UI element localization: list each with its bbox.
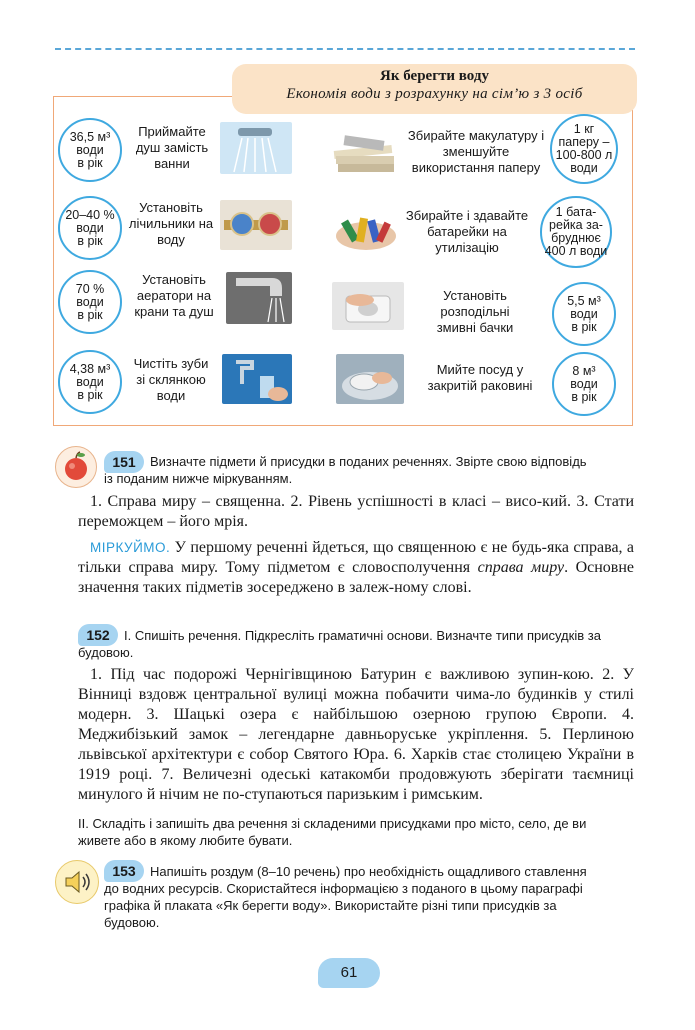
shower-photo	[220, 122, 292, 174]
reasoning-label: МІРКУЙМО.	[90, 540, 171, 555]
tip-text: Приймайте душ замість ванни	[135, 124, 209, 171]
saving-bubble: 5,5 м³ води в рік	[552, 282, 616, 346]
saving-bubble: 1 бата- рейка за- бруднює 400 л води	[540, 196, 612, 268]
reasoning-paragraph: МІРКУЙМО. У першому реченні йдеться, що священною є не будь-яка справа, а тільки справа миру. Тому підметом є словосполучення справа миру. Основне значення таких підметів зосереджено в залеж-ному слові.	[78, 539, 635, 596]
exercise-task-continued: графіка й плаката «Як берегти воду». Використайте різні типи присудків за	[104, 898, 557, 913]
page-number: 61	[318, 958, 380, 988]
top-dashed-rule	[55, 48, 635, 50]
exercise-task: I. Спишіть речення. Підкресліть граматичні основи. Визначте типи присудків за	[124, 628, 601, 643]
sink-photo	[336, 354, 404, 404]
saving-bubble: 70 % води в рік	[58, 270, 122, 334]
tip-text: Збирайте і здавайте батарейки на утилізацію	[405, 208, 529, 255]
tip-text: Установіть розподільні змивні бачки	[436, 288, 514, 335]
exercise-task-continued: будовою.	[78, 645, 134, 660]
exercise-task-continued: живете або в якому любите бувати.	[78, 833, 293, 848]
exercise-text: 1. Під час подорожі Чернігівщиною Батурин є важливою зупин-кою. 2. У Вінниці вздовж центральної вулиці можна побачити чима-ло будинків у стилі модерн. 3. Шацькі озера є найбільшою озерною групою Європи. 4. Меджибізький замок – легендарне давньоруське укріплення. 5. Перлиною львівської архітектури є собор Святого Юра. 6. Харків стає столицею України в 1919 році. 7. Величезні одеські катакомби продовжують зберігати таємниці минулого й нічим не по-ступаються паризьким і римським.	[78, 666, 634, 803]
exercise-number-badge: 153	[104, 860, 144, 882]
saving-bubble: 8 м³ води в рік	[552, 352, 616, 416]
exercise-task: Напишіть роздум (8–10 речень) про необхідність ощадливого ставлення	[150, 864, 587, 879]
exercise-task: II. Складіть і запишіть два речення зі складеними присудками про місто, село, де ви	[78, 816, 587, 831]
apple-icon	[55, 446, 97, 488]
saving-bubble: 20–40 % води в рік	[58, 196, 122, 260]
exercise-task-continued: до водних ресурсів. Скористайтеся інформацією з поданого в цьому параграфі	[104, 881, 583, 896]
saving-bubble: 36,5 м³ води в рік	[58, 118, 122, 182]
tip-text: Установіть лічильники на воду	[128, 200, 214, 247]
tip-text: Чистіть зуби зі склянкою води	[133, 356, 209, 403]
poster-title: Як берегти воду	[380, 68, 489, 84]
saving-bubble: 1 кг паперу – 100-800 л води	[550, 114, 618, 184]
exercise-task-continued: будовою.	[104, 915, 160, 930]
poster-subtitle: Економія води з розрахунку на сім’ю з 3 осіб	[286, 86, 583, 102]
exercise-number-badge: 152	[78, 624, 118, 646]
water-meter-photo	[220, 200, 292, 250]
batteries-photo	[326, 206, 402, 254]
speaker-icon	[55, 860, 99, 904]
saving-bubble: 4,38 м³ води в рік	[58, 350, 122, 414]
exercise-text: 1. Справа миру – священна. 2. Рівень успішності в класі – висо-кий. 3. Стати переможцем – його мрія.	[78, 493, 634, 530]
aerator-photo	[226, 272, 292, 324]
tip-text: Збирайте макулатуру і зменшуйте використання паперу	[407, 128, 545, 175]
exercise-task-continued: із поданим нижче міркуванням.	[104, 471, 293, 486]
paper-photo	[330, 128, 400, 176]
tip-text: Установіть аератори на крани та душ	[134, 272, 214, 319]
glass-photo	[222, 354, 292, 404]
tip-text: Мийте посуд у закритій раковині	[427, 362, 533, 393]
flush-button-photo	[332, 282, 404, 330]
exercise-number-badge: 151	[104, 451, 144, 473]
exercise-task: Визначте підмети й присудки в поданих реченнях. Звірте свою відповідь	[150, 454, 587, 469]
